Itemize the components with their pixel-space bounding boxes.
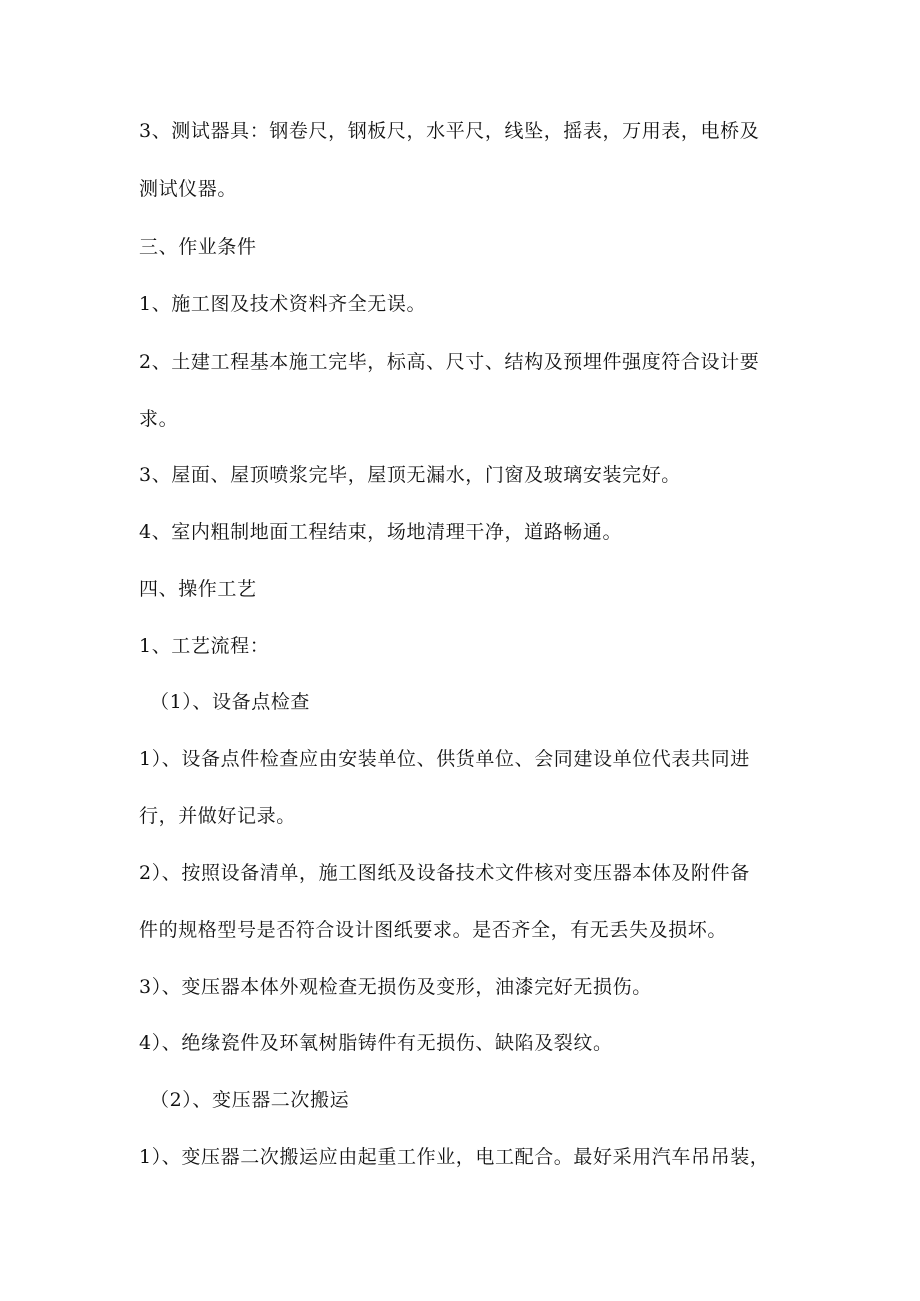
text-line: 1、施工图及技术资料齐全无误。 [139,293,427,315]
text-line: 3）、变压器本体外观检查无损伤及变形，油漆完好无损伤。 [139,976,652,998]
text-line: 3、屋面、屋顶喷浆完毕，屋顶无漏水，门窗及玻璃安装完好。 [139,464,681,486]
text-line: 2、土建工程基本施工完毕，标高、尺寸、结构及预埋件强度符合设计要 [139,351,760,373]
text-line: 求。 [139,408,179,430]
text-line: 1）、变压器二次搬运应由起重工作业，电工配合。最好采用汽车吊吊装， [139,1146,770,1168]
text-line: 1、工艺流程： [139,635,270,657]
text-line: 行，并做好记录。 [139,805,296,827]
text-line: 2）、按照设备清单，施工图纸及设备技术文件核对变压器本体及附件备 [139,862,750,884]
text-line: 3、测试器具：钢卷尺，钢板尺，水平尺，线坠，摇表，万用表，电桥及 [139,120,760,142]
subsection-heading: （2）、变压器二次搬运 [150,1089,350,1111]
section-heading: 三、作业条件 [139,236,257,258]
text-line: 1）、设备点件检查应由安装单位、供货单位、会同建设单位代表共同进 [139,748,750,770]
text-line: 测试仪器。 [139,178,238,200]
section-heading: 四、操作工艺 [139,578,257,600]
text-line: 件的规格型号是否符合设计图纸要求。是否齐全，有无丢失及损坏。 [139,919,728,941]
text-line: 4）、绝缘瓷件及环氧树脂铸件有无损伤、缺陷及裂纹。 [139,1032,613,1054]
text-line: 4、室内粗制地面工程结束，场地清理干净，道路畅通。 [139,521,623,543]
subsection-heading: （1）、设备点检查 [150,691,310,713]
